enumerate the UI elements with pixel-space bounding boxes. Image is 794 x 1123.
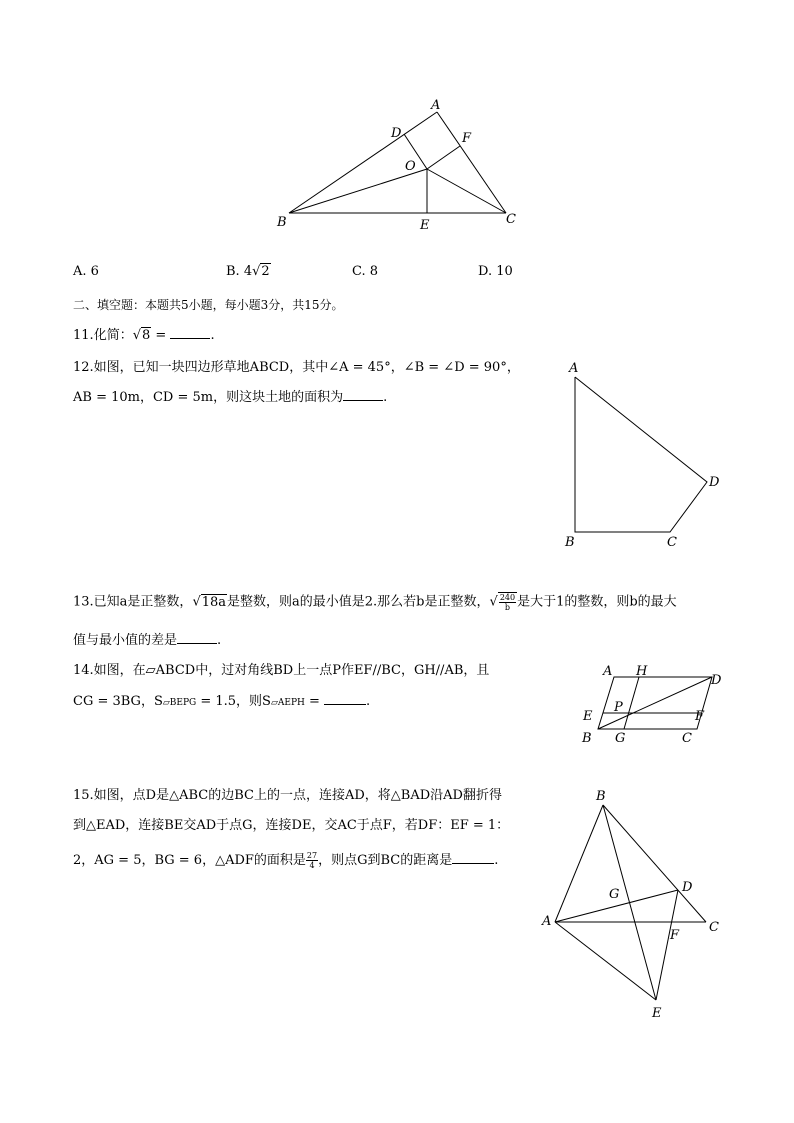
q12-text: AB = 10m，CD = 5m，则这块土地的面积为 [73, 390, 344, 405]
q14-label-p: P [614, 700, 623, 715]
q14-label-e: E [583, 709, 593, 724]
q15-label-a: A [542, 914, 552, 929]
q13-part-3: 是大于1的整数，则b的最大 [517, 594, 677, 610]
q15-label-g: G [609, 887, 620, 902]
question-15-line-3 [73, 851, 498, 870]
q11-text: 化简： [93, 328, 133, 343]
question-14-line-1: 14.如图，在▱ABCD中，过对角线BD上一点P作EF//BC，GH//AB，且 [73, 663, 490, 678]
choice-a: A. 6 [73, 264, 99, 279]
q15-label-e: E [652, 1006, 662, 1021]
q13-radicand: 18a [201, 594, 227, 610]
fig1-label-a: A [431, 98, 441, 113]
q13-answer-blank [177, 631, 217, 644]
q11-radicand: 8 [142, 328, 151, 343]
q14-end: . [366, 694, 371, 709]
q15-label-f: F [670, 928, 680, 943]
question-13-line-2 [73, 631, 221, 650]
q14-part-b: = 1.5，则S [196, 694, 271, 709]
q13-part-2: 是整数，则a的最小值是2.那么若b是正整数， [227, 594, 490, 610]
q14-answer-blank [324, 692, 366, 705]
q14-label-g: G [615, 731, 626, 746]
question-13-line-1: 13.已知a是正整数，√18a是整数，则a的最小值是2.那么若b是正整数，√ $\frac{240}{b}$ 是大于1的整数，则b的最大 [73, 593, 677, 612]
fig1-label-o: O [405, 159, 416, 174]
fig1-label-d: D [391, 126, 402, 141]
fig1-label-b: B [277, 215, 287, 230]
q12-label-d: D [709, 475, 720, 490]
q15-label-b: B [596, 789, 606, 804]
q15-fraction [306, 851, 318, 870]
q14-subscript-2: ▱AEPH [270, 698, 305, 708]
q11-end: . [210, 328, 215, 343]
q11-equals: = [151, 328, 171, 343]
q14-label-d: D [711, 673, 722, 688]
q11-answer-blank [170, 326, 210, 339]
q15-frac-denominator: 4 [309, 861, 315, 870]
choice-b: B. 4√2 [226, 264, 270, 279]
question-12-line-1: 12.如图，已知一块四边形草地ABCD，其中∠A = 45°，∠B = ∠D = 90°， [73, 360, 520, 375]
q14-label-a: A [603, 664, 613, 679]
q13-end: . [217, 633, 222, 648]
q13-frac-denominator: b [504, 603, 511, 612]
fig1-label-f: F [462, 131, 472, 146]
q12-label-c: C [667, 535, 677, 550]
q14-part-c: = [304, 694, 325, 709]
q12-end: . [383, 390, 388, 405]
question-12-line-2 [73, 388, 387, 407]
q15-part-a: 2，AG = 5，BG = 6，△ADF的面积是 [73, 853, 306, 868]
q13-frac-numerator: 240 [499, 593, 516, 602]
q13-fraction [498, 592, 517, 612]
triangle-figure-1 [270, 95, 530, 235]
q12-answer-blank [343, 388, 383, 401]
q11-number: 11. [73, 328, 94, 343]
fig1-label-c: C [506, 212, 516, 227]
q15-end: . [494, 853, 499, 868]
q12-label-a: A [569, 361, 579, 376]
choice-b-radicand: 2 [261, 264, 270, 279]
question-11: 11.化简：√8 = . [73, 328, 215, 343]
q14-label-c: C [682, 731, 692, 746]
q14-label-h: H [636, 664, 648, 679]
q14-label-f: F [695, 709, 705, 724]
choice-b-coef: 4 [243, 264, 253, 279]
choice-c: C. 8 [352, 264, 379, 279]
section-heading: 二、填空题：本题共5小题，每小题3分，共15分。 [73, 298, 344, 312]
choice-b-prefix: B. [226, 264, 244, 279]
question-14-line-2 [73, 692, 370, 712]
q15-frac-numerator: 27 [306, 851, 318, 860]
q13-part-1: 13.已知a是正整数， [73, 594, 193, 610]
quadrilateral-figure-q12 [560, 355, 730, 555]
q15-part-b: ，则点G到BC的距离是 [318, 853, 453, 868]
parallelogram-figure-q14 [575, 655, 735, 750]
q13-line-2-text: 值与最小值的差是 [73, 633, 178, 648]
q14-subscript-1: ▱BEPG [162, 698, 197, 708]
q14-label-b: B [582, 731, 592, 746]
fig1-label-e: E [420, 218, 430, 233]
question-15-line-1: 15.如图，点D是△ABC的边BC上的一点，连接AD，将△BAD沿AD翻折得 [73, 788, 502, 803]
q15-label-c: C [709, 920, 719, 935]
q15-answer-blank [452, 851, 494, 864]
q14-part-a: CG = 3BG，S [73, 694, 163, 709]
triangle-figure-q15 [535, 780, 735, 1025]
q12-label-b: B [565, 535, 575, 550]
question-15-line-2: 到△EAD，连接BE交AD于点G，连接DE，交AC于点F，若DF：EF = 1： [73, 818, 510, 833]
choice-d: D. 10 [478, 264, 513, 279]
q15-label-d: D [682, 880, 693, 895]
